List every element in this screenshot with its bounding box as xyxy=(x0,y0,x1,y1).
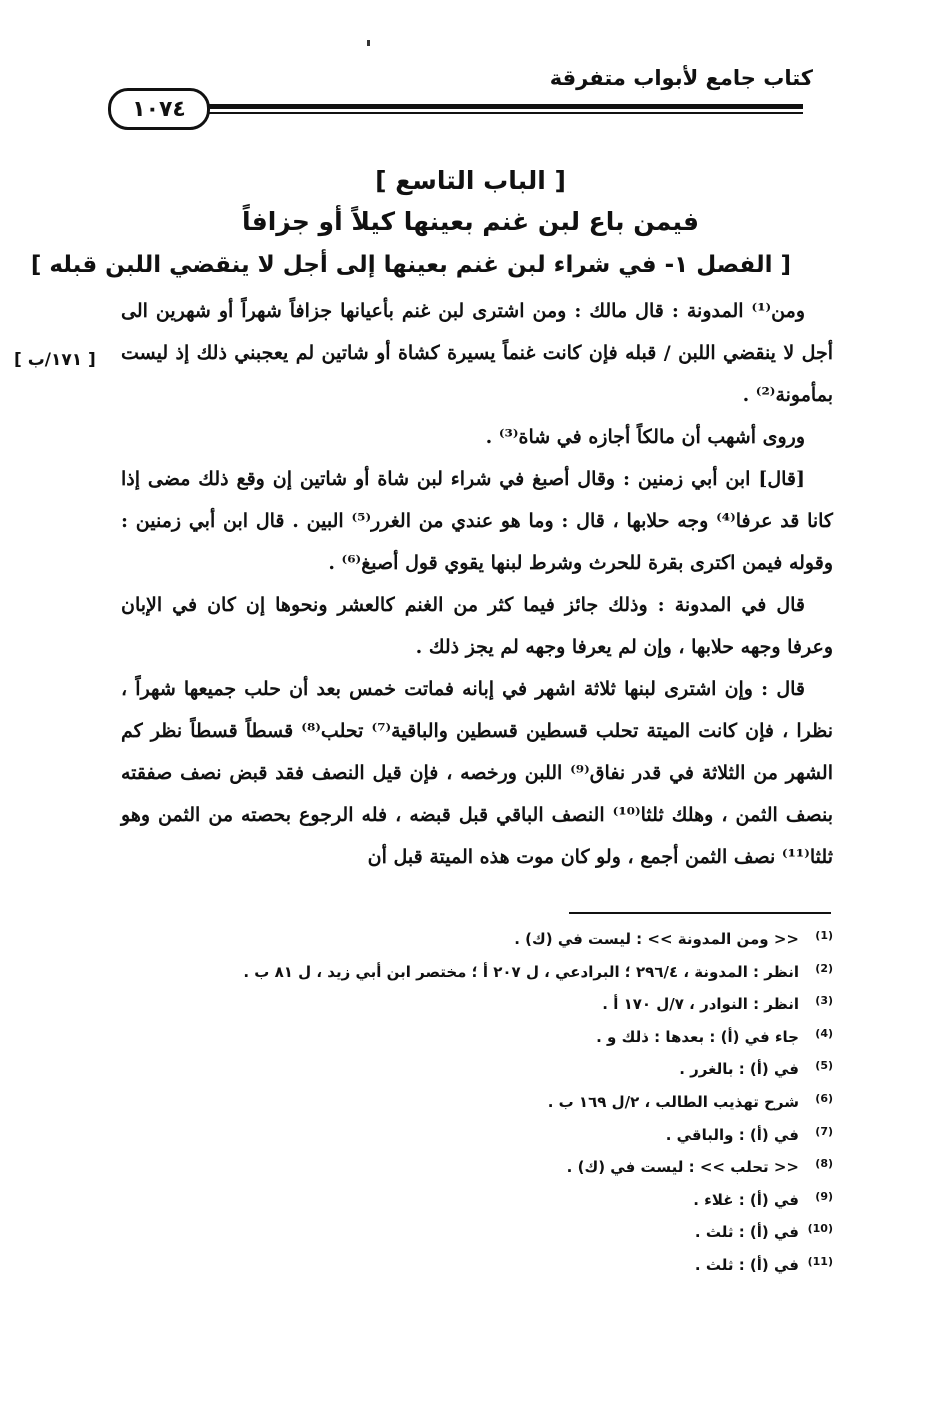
footnote-text: في (أ) : ثلث . xyxy=(694,1255,799,1274)
footnote-number: (9) xyxy=(815,1189,833,1203)
footnote xyxy=(133,1054,833,1087)
footnote xyxy=(133,1217,833,1250)
footnote-number: (6) xyxy=(815,1091,833,1105)
paragraph: قال : وإن اشترى لبنها ثلاثة اشهر في إبانه فماتت خمس بعد أن حلب جميعها شهراً ، نظرا ، فإن كانت الميتة تحلب قسطين قسطين والباقية⁽⁷⁾ تحلب⁽⁸⁾ قسطاً قسطاً نظر كم الشهر من الثلاثة في قدر نفاق⁽⁹⁾ اللبن ورخصه ، فإن قيل النصف فقد قبض نصف صفقته بنصف الثمن ، وهلك ثلثا⁽¹⁰⁾ النصف الباقي قبل قبضه ، فله الرجوع بحصته من الثمن وهو ثلثا⁽¹¹⁾ نصف الثمن أجمع ، ولو كان موت هذه الميتة قبل أن xyxy=(121,678,833,868)
footnote-text: انظر : النوادر ، ٧/ل ١٧٠ أ . xyxy=(602,995,799,1014)
footnote xyxy=(133,1120,833,1153)
footnote xyxy=(133,957,833,990)
footnote xyxy=(133,1185,833,1218)
paragraph: [قال] ابن أبي زمنين : وقال أصبغ في شراء لبن شاة أو شاتين إن وقع ذلك مضى إذا كانا قد عرفا⁽⁴⁾ وجه حلابها ، قال : وما هو عندي من الغرر⁽⁵⁾ البين . قال ابن أبي زمنين : وقوله فيمن اكترى بقرة للحرث وشرط لبنها يقوي قول أصبغ⁽⁶⁾ . xyxy=(121,468,833,574)
footnote-text: جاء في (أ) : بعدها : ذلك و . xyxy=(596,1027,799,1046)
page-number xyxy=(108,88,210,130)
footnote-text: << ومن المدونة >> : ليست في (ك) . xyxy=(514,930,799,948)
paragraph: وروى أشهب أن مالكاً أجازه في شاة⁽³⁾ . xyxy=(485,426,805,448)
chapter-title: [ الباب التاسع ] xyxy=(375,166,566,195)
footnote-text: في (أ) : ثلث . xyxy=(694,1223,799,1242)
header-rule-thin xyxy=(150,112,803,114)
footnote-number: (1) xyxy=(815,929,833,942)
scan-speck xyxy=(367,40,370,46)
footnote-text: << تحلب >> : ليست في (ك) . xyxy=(566,1158,799,1177)
footnote-number: (10) xyxy=(807,1222,833,1236)
footnote-number: (4) xyxy=(815,1026,833,1040)
running-title: كتاب جامع لأبواب متفرقة xyxy=(549,66,813,90)
body-text xyxy=(121,290,833,878)
footnote-number: (8) xyxy=(815,1157,833,1171)
paragraph: ومن⁽¹⁾ المدونة : قال مالك : ومن اشترى لبن غنم بأعيانها جزافاً شهراً أو شهرين الى أجل لا ينقضي اللبن / قبله فإن كانت غنماً يسيرة كشاة أو شاتين لم يعجبني ذلك إذ ليست بمأمونة⁽²⁾ . xyxy=(121,300,833,406)
footnote-text: في (أ) : بالغرر . xyxy=(679,1060,799,1079)
footnotes xyxy=(133,924,833,1283)
footnote-number: (7) xyxy=(815,1124,833,1138)
footnote-number: (2) xyxy=(815,961,833,975)
footnote xyxy=(133,1250,833,1283)
section-title: [ الفصل ١- في شراء لبن غنم بعينها إلى أجل لا ينقضي اللبن قبله ] xyxy=(30,252,791,278)
margin-folio-note: [ ١٧١/ب ] xyxy=(14,350,96,370)
paragraph: قال في المدونة : وذلك جائز فيما كثر من الغنم كالعشر ونحوها إن كان في الإبان وعرفا وجهه حلابها ، وإن لم يعرفا وجهه لم يجز ذلك . xyxy=(121,594,833,658)
footnote xyxy=(133,989,833,1022)
page-number-text: ١٠٧٤ xyxy=(132,96,186,122)
footnote-text: شرح تهذيب الطالب ، ٢/ل ١٦٩ ب . xyxy=(547,1092,799,1111)
footnote-text: انظر : المدونة ، ٢٩٦/٤ ؛ البرادعي ، ل ٢٠٧ أ ؛ مختصر ابن أبي زيد ، ل ٨١ ب . xyxy=(243,962,799,981)
footnote-text: في (أ) : والباقي . xyxy=(665,1125,799,1144)
footnote-separator xyxy=(569,912,831,914)
footnote xyxy=(133,1087,833,1120)
footnote-number: (11) xyxy=(807,1254,833,1268)
footnote-number: (5) xyxy=(815,1059,833,1073)
header-rule xyxy=(150,104,803,109)
footnote-text: في (أ) : غلاء . xyxy=(693,1190,799,1209)
footnote xyxy=(133,1152,833,1185)
footnote xyxy=(133,924,833,957)
footnote-number: (3) xyxy=(815,994,833,1008)
chapter-subtitle: فيمن باع لبن غنم بعينها كيلاً أو جزافاً xyxy=(241,207,700,236)
footnote xyxy=(133,1022,833,1055)
